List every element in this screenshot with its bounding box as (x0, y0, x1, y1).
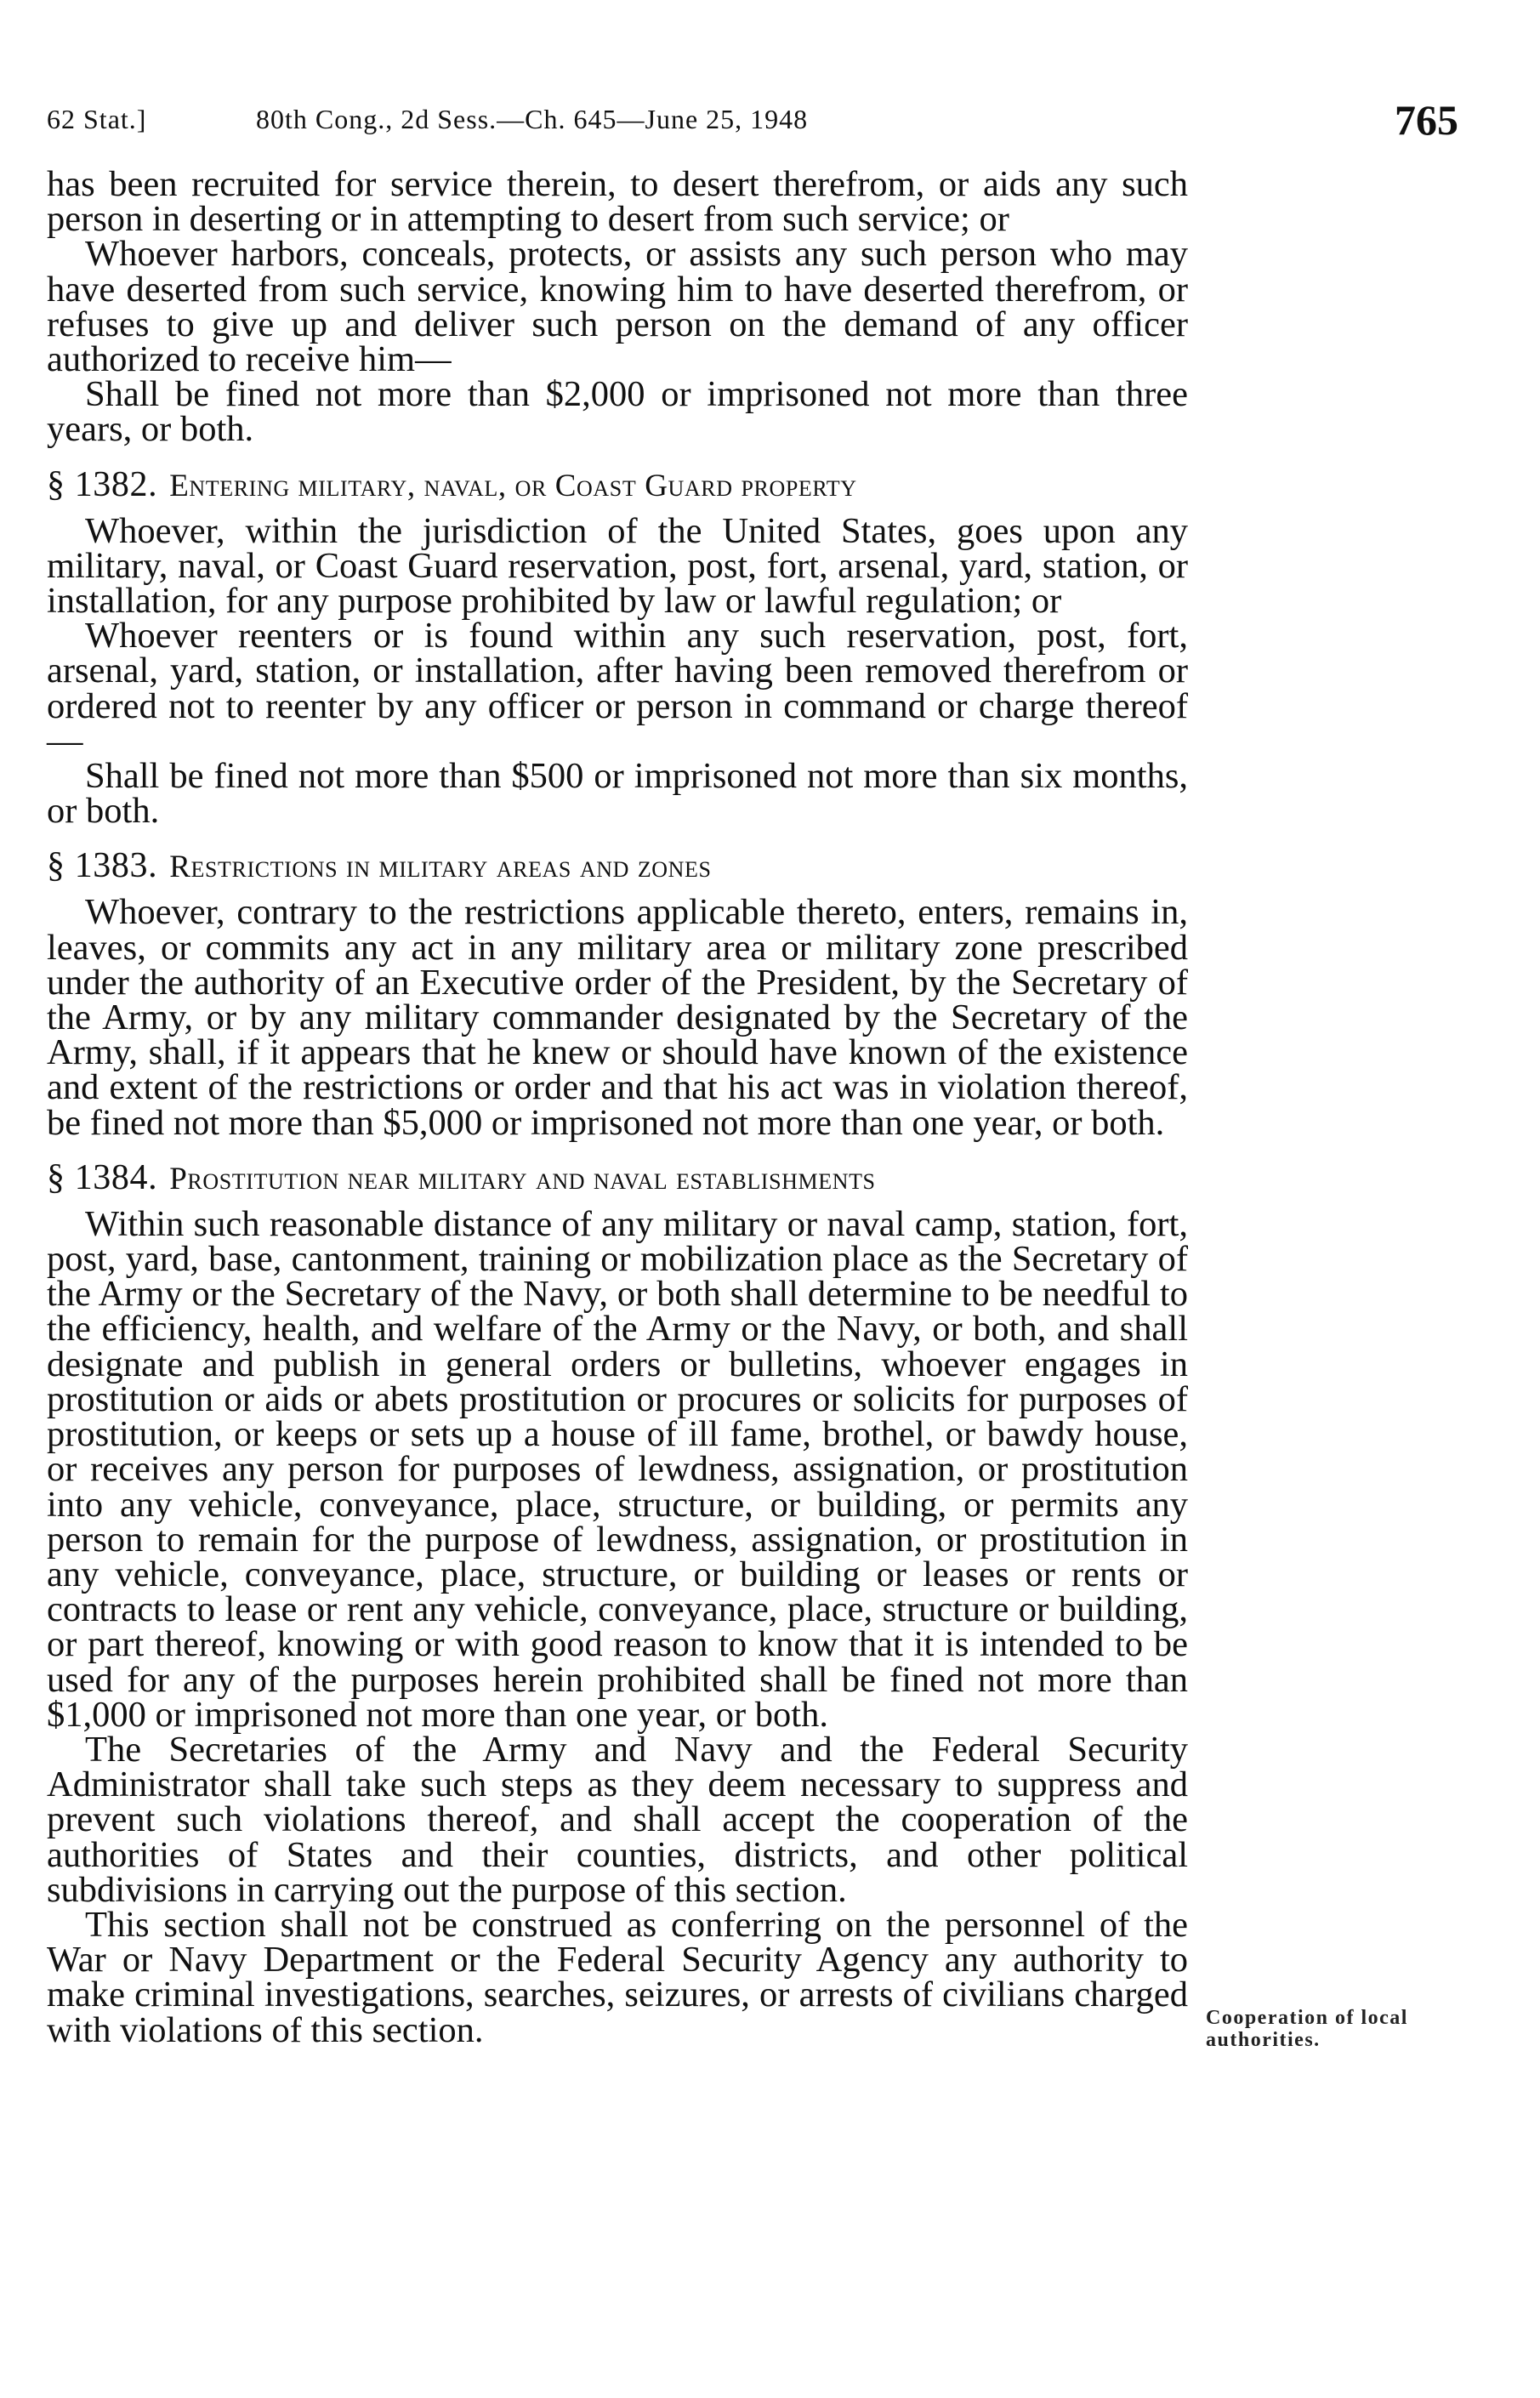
congress-session-chapter: 80th Cong., 2d Sess.—Ch. 645—June 25, 1948 (256, 104, 809, 134)
section-1384-paragraph-3: This section shall not be construed as conferring on the personnel of the War or Navy Department or the Federal Security Agency any authority to make criminal investigations, searches, seizures, or arrests of civilians charged with violations of this section. (47, 1904, 1188, 2050)
section-heading-1382 (47, 466, 1188, 505)
section-1384-paragraph-2: The Secretaries of the Army and Navy and the Federal Security Administrator shall take such steps as they deem necessary to suppress and prevent such violations thereof, and shall accept the cooperation of the authorities of States and their counties, districts, and other political subdivisions in carrying out the purpose of this section. (47, 1729, 1188, 1910)
section-heading-1384 (47, 1159, 1188, 1198)
section-1384-paragraph-1: Within such reasonable distance of any military or naval camp, station, fort, post, yard, base, cantonment, training or mobilization place as the Secretary of the Army or the Secretary of the Navy, or both shall determine to be needful to the efficiency, health, and welfare of the Army or the Navy, or both, and shall designate and publish in general orders or bulletins, whoever engages in prostitution or aids or abets prostitution or procures or solicits for purposes of prostitution, or keeps or sets up a house of ill fame, brothel, or bawdy house, or receives any person for purposes of lewdness, assignation, or prostitution into any vehicle, conveyance, place, structure, or building, or permits any person to remain for the purpose of lewdness, assignation, or prostitution in any vehicle, conveyance, place, structure, or building or leases or rents or contracts to lease or rent any vehicle, conveyance, place, structure or building, or part thereof, knowing or with good reason to know that it is intended to be used for any of the purposes herein prohibited shall be fined not more than $1,000 or imprisoned not more than one year, or both. (47, 1203, 1188, 1735)
statute-citation: 62 Stat.] (47, 104, 147, 134)
section-title: Entering military, naval, or Coast Guard property (169, 468, 857, 503)
margin-note: Cooperation of local authorities. (1206, 2007, 1408, 2051)
section-1382-paragraph-2: Whoever reenters or is found within any such reservation, post, fort, arsenal, yard, station, or installation, after having been removed therefrom or ordered not to reenter by any officer or person in command or charge thereof— (47, 616, 1188, 761)
section-1382-penalty: Shall be fined not more than $500 or imprisoned not more than six months, or both. (47, 756, 1188, 832)
harboring-paragraph: Whoever harbors, conceals, protects, or assists any such person who may have deserted from such service, knowing him to have deserted therefrom, or refuses to give up and deliver such person on the demand of any officer authorized to receive him— (47, 234, 1188, 380)
section-1382-paragraph-1: Whoever, within the jurisdiction of the United States, goes upon any military, naval, or Coast Guard reservation, post, fort, arsenal, yard, station, or installation, for any purpose prohibited by law or lawful regulation; or (47, 510, 1188, 622)
page-number: 765 (1395, 96, 1458, 144)
running-header (47, 95, 1458, 155)
section-number: § 1382. (47, 464, 158, 504)
section-title: Restrictions in military areas and zones (169, 850, 712, 885)
section-title: Prostitution near military and naval establishments (169, 1161, 876, 1196)
section-1383-paragraph-1: Whoever, contrary to the restrictions applicable thereto, enters, remains in, leaves, or commits any act in any military area or military zone prescribed under the authority of an Executive order of the President, by the Secretary of the Army, or by any military commander designated by the Secretary of the Army, shall, if it appears that he knew or should have known of the existence and extent of the restrictions or order and that his act was in violation thereof, be fined not more than $5,000 or imprisoned not more than one year, or both. (47, 892, 1188, 1143)
continued-paragraph: has been recruited for service therein, to desert therefrom, or aids any such person in deserting or in attempting to desert from such service; or (47, 164, 1188, 240)
section-heading-1383 (47, 847, 1188, 886)
section-number: § 1384. (47, 1157, 158, 1197)
section-number: § 1383. (47, 846, 158, 886)
penalty-paragraph: Shall be fined not more than $2,000 or imprisoned not more than three years, or both. (47, 374, 1188, 450)
statute-body (47, 164, 1188, 2050)
